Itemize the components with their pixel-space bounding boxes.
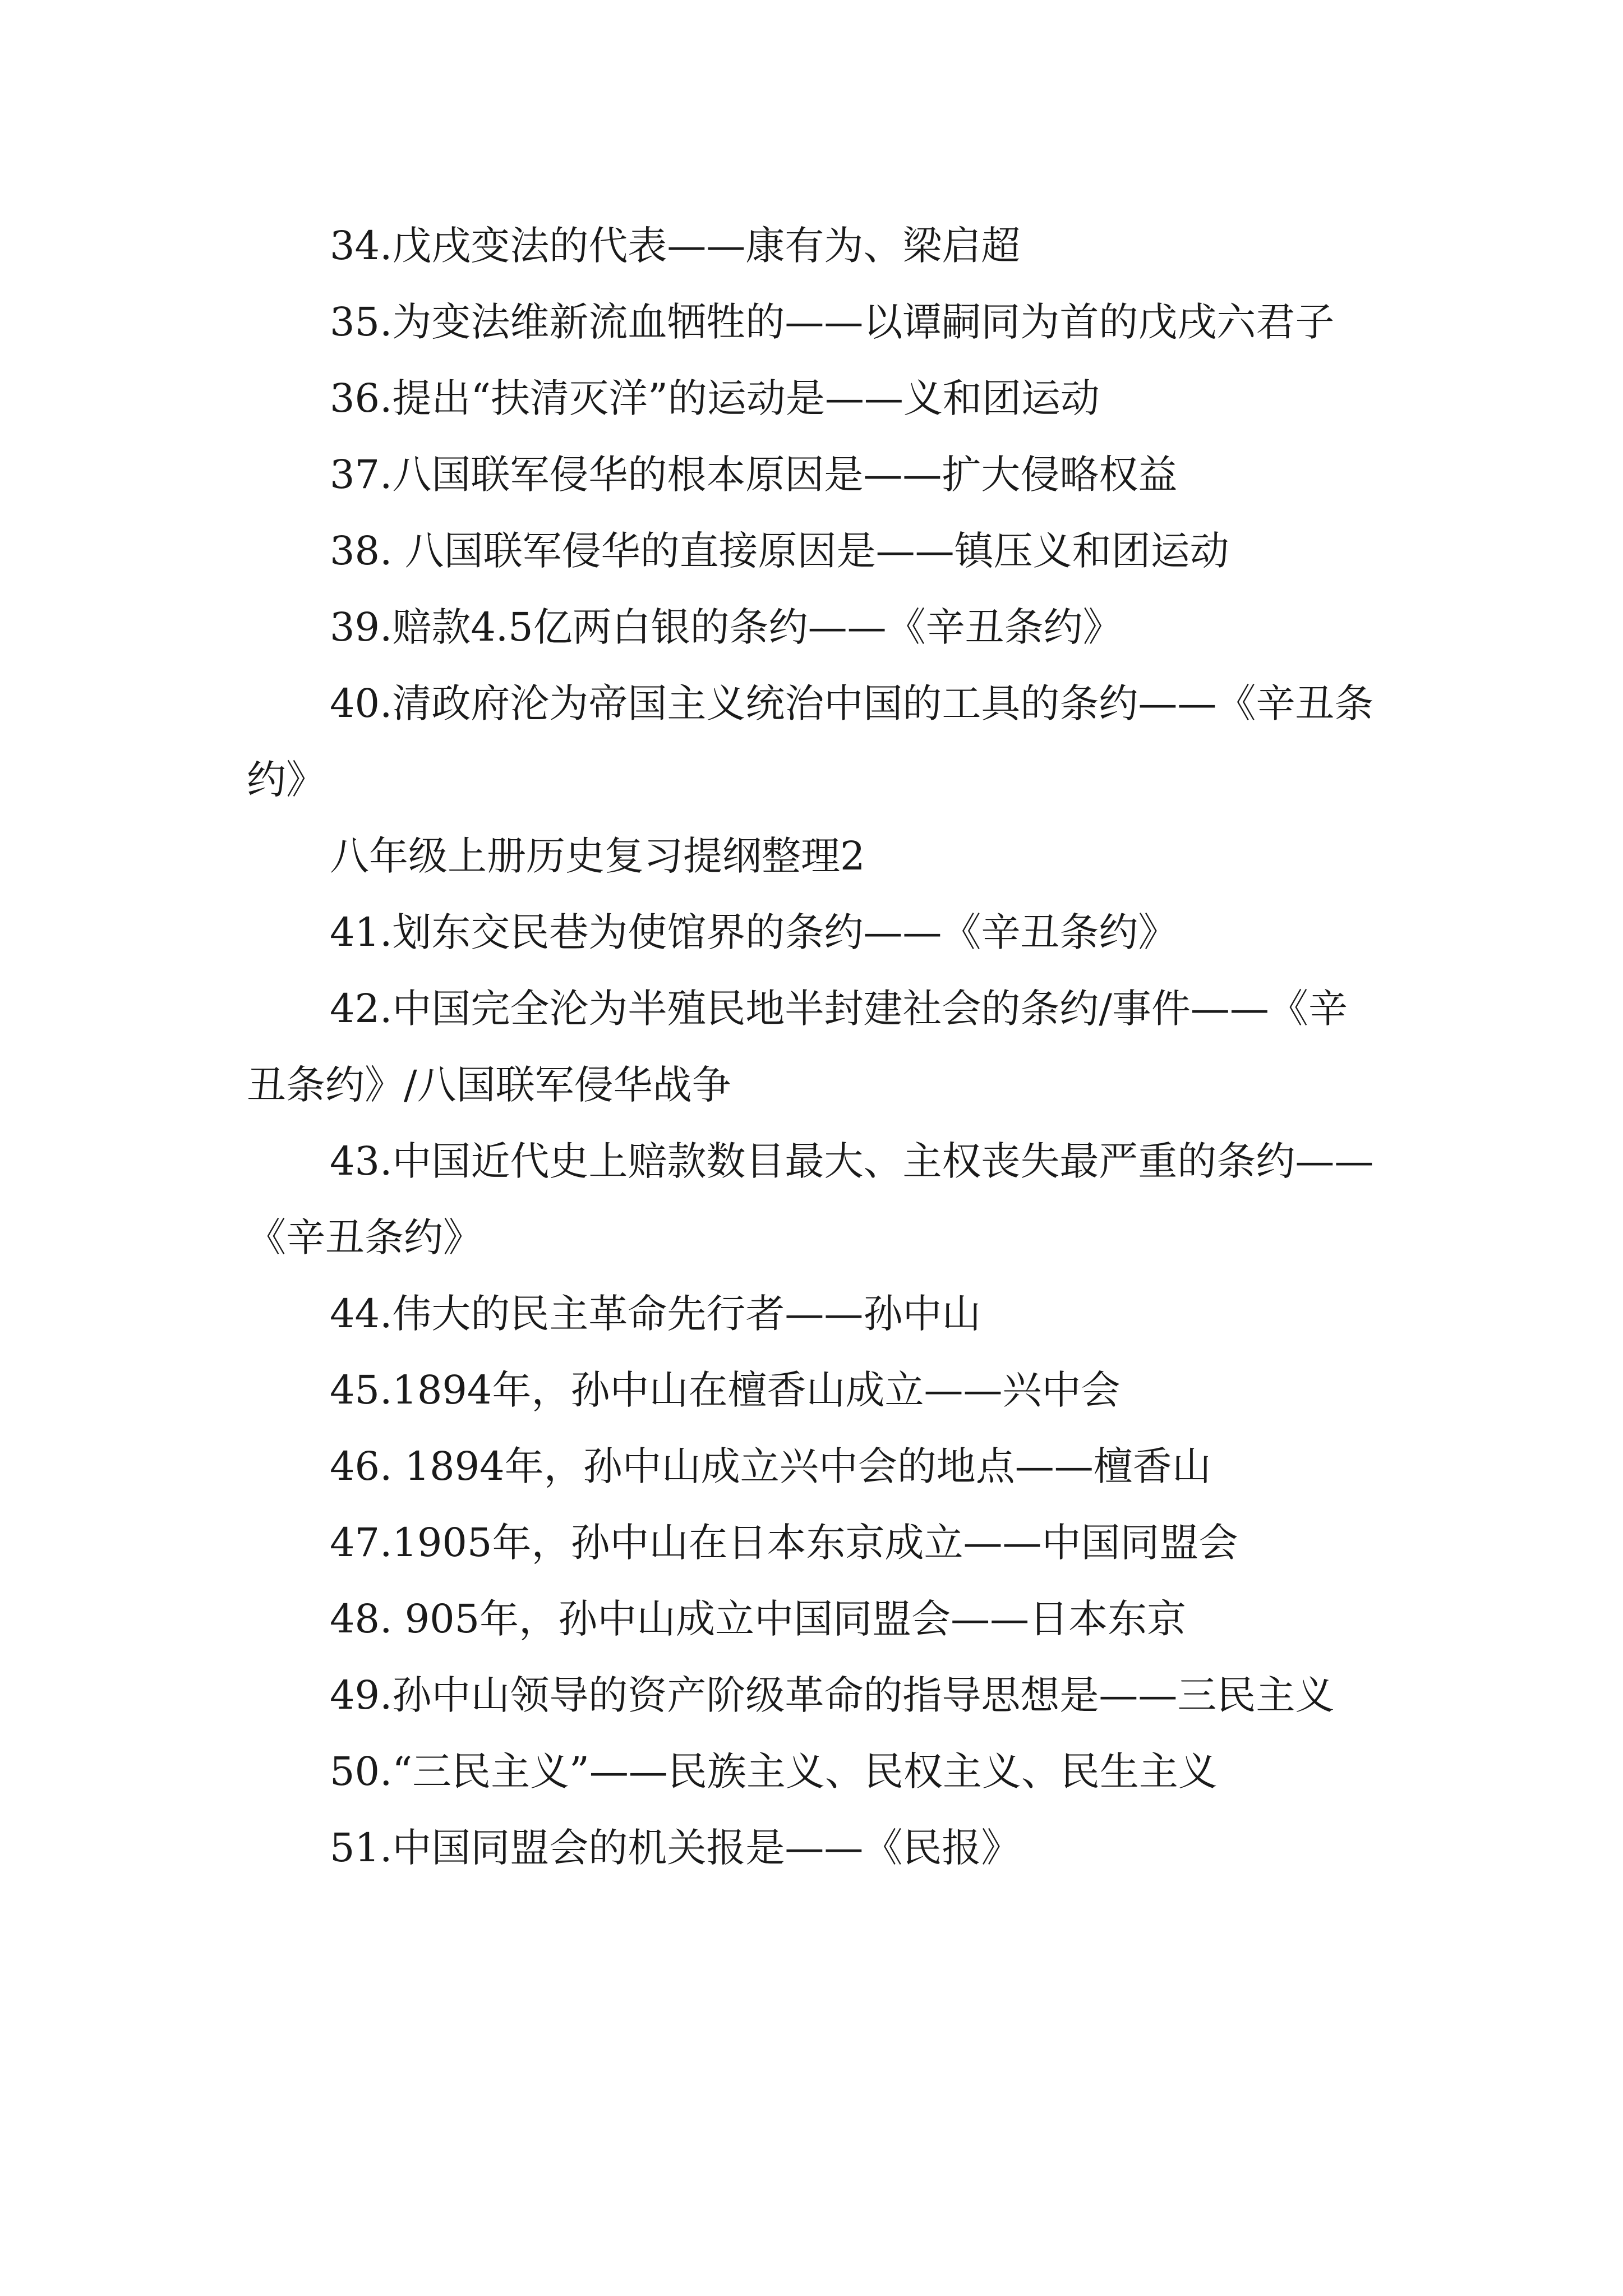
document-body bbox=[247, 208, 1385, 1886]
paragraph-38: 38. 八国联军侵华的直接原因是——镇压义和团运动 bbox=[330, 528, 1229, 574]
section-heading: 八年级上册历史复习提纲整理2 bbox=[330, 833, 865, 879]
paragraph-37: 37.八国联军侵华的根本原因是——扩大侵略权益 bbox=[330, 452, 1178, 498]
paragraph-49: 49.孙中山领导的资产阶级革命的指导思想是——三民主义 bbox=[330, 1672, 1335, 1718]
paragraph-34: 34.戊戌变法的代表——康有为、梁启超 bbox=[330, 223, 1021, 269]
paragraph-51: 51.中国同盟会的机关报是——《民报》 bbox=[330, 1825, 1021, 1871]
paragraph-39: 39.赔款4.5亿两白银的条约——《辛丑条约》 bbox=[330, 604, 1122, 650]
paragraph-47: 47.1905年，孙中山在日本东京成立——中国同盟会 bbox=[330, 1520, 1238, 1566]
paragraph-45: 45.1894年，孙中山在檀香山成立——兴中会 bbox=[330, 1367, 1121, 1413]
paragraph-36: 36.提出“扶清灭洋”的运动是——义和团运动 bbox=[330, 375, 1100, 421]
paragraph-43: 43.中国近代史上赔款数目最大、主权丧失最严重的条约——《辛丑条约》 bbox=[247, 1138, 1374, 1260]
paragraph-40: 40.清政府沦为帝国主义统治中国的工具的条约——《辛丑条约》 bbox=[247, 680, 1374, 803]
paragraph-46: 46. 1894年，孙中山成立兴中会的地点——檀香山 bbox=[330, 1443, 1211, 1489]
paragraph-50: 50.“三民主义”——民族主义、民权主义、民生主义 bbox=[330, 1749, 1218, 1795]
paragraph-35: 35.为变法维新流血牺牲的——以谭嗣同为首的戊戌六君子 bbox=[330, 299, 1335, 345]
paragraph-48: 48. 905年，孙中山成立中国同盟会——日本东京 bbox=[330, 1596, 1187, 1642]
paragraph-42: 42.中国完全沦为半殖民地半封建社会的条约/事件——《辛丑条约》/八国联军侵华战争 bbox=[247, 986, 1348, 1108]
paragraph-41: 41.划东交民巷为使馆界的条约——《辛丑条约》 bbox=[330, 909, 1178, 955]
paragraph-44: 44.伟大的民主革命先行者——孙中山 bbox=[330, 1291, 981, 1337]
